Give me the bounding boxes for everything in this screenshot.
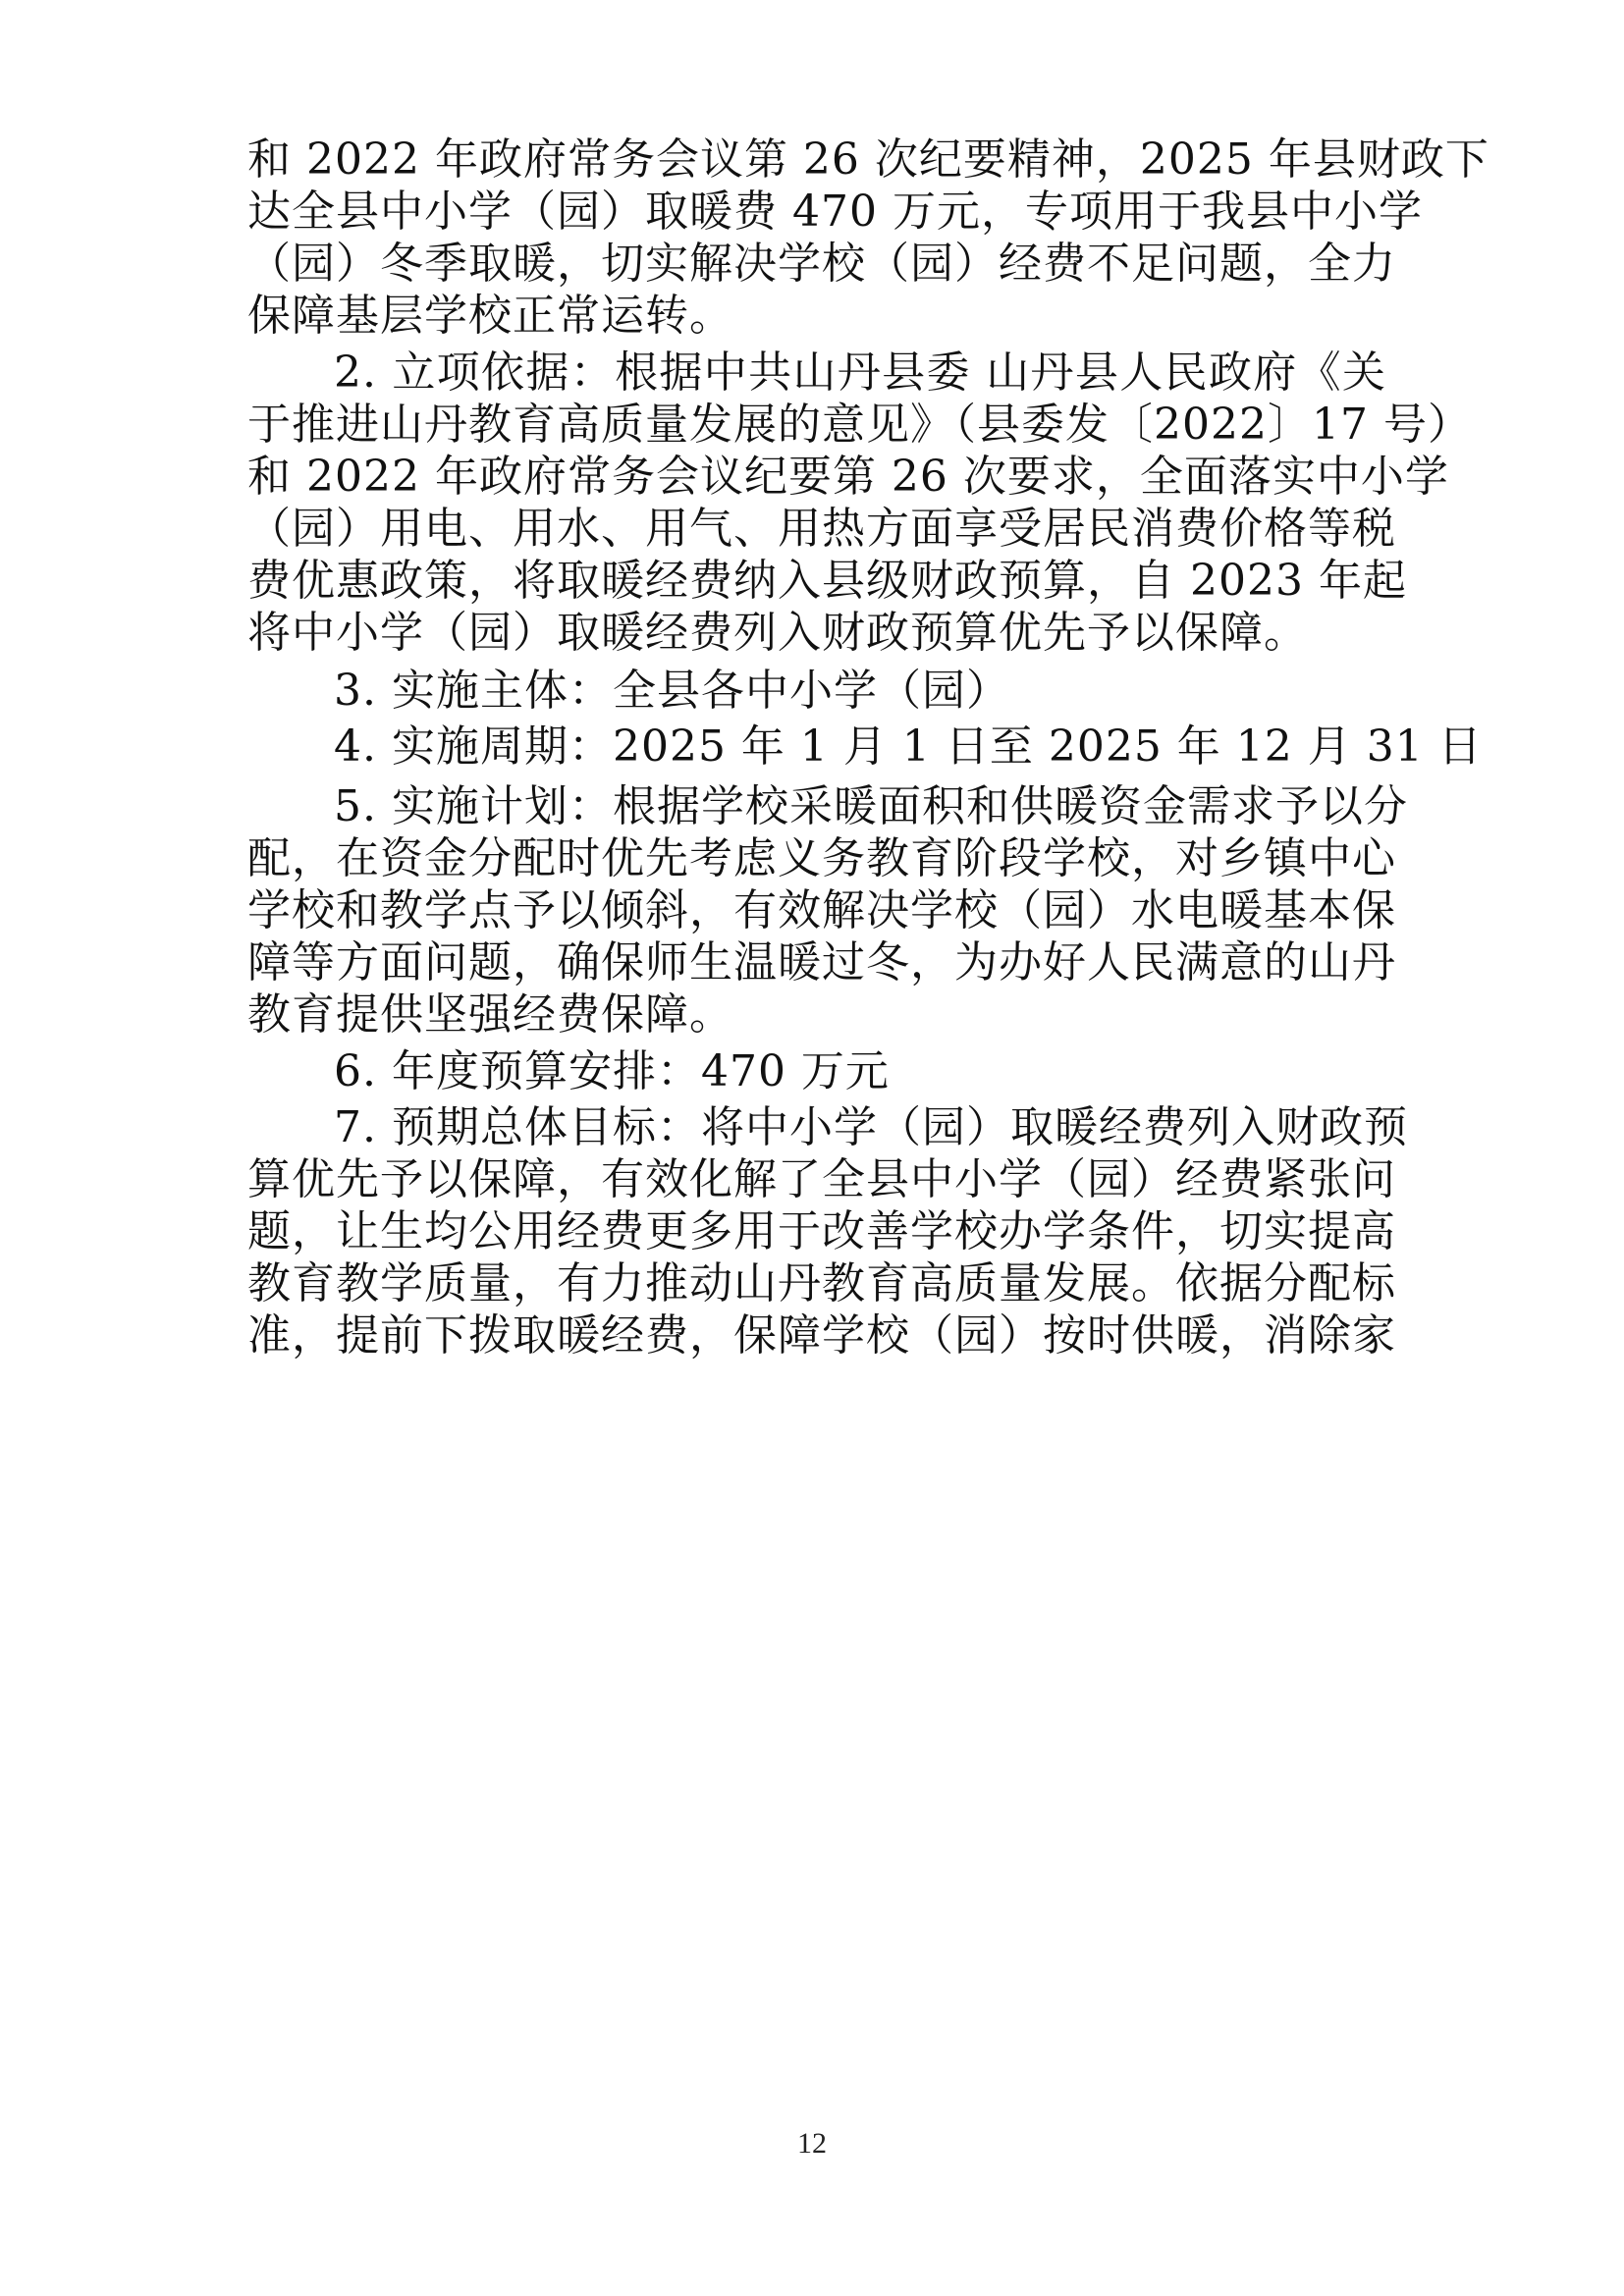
- body-text-line: 学校和教学点予以倾斜，有效解决学校（园）水电暖基本保: [247, 885, 1396, 935]
- body-text-line: （园）用电、用水、用气、用热方面享受居民消费价格等税: [247, 504, 1396, 554]
- item-4-period-line: 4. 实施周期：2025 年 1 月 1 日至 2025 年 12 月 31 日: [334, 721, 1483, 772]
- body-text-line: 于推进山丹教育高质量发展的意见》（县委发〔2022〕17 号）: [247, 400, 1472, 450]
- body-text-line: 算优先予以保障，有效化解了全县中小学（园）经费紧张问: [247, 1154, 1396, 1204]
- body-text-line: 准，提前下拨取暖经费，保障学校（园）按时供暖，消除家: [247, 1310, 1396, 1361]
- body-text-line: 教育提供坚强经费保障。: [247, 989, 733, 1040]
- body-text-line: 费优惠政策，将取暖经费纳入县级财政预算，自 2023 年起: [247, 556, 1407, 606]
- body-text-line: 将中小学（园）取暖经费列入财政预算优先予以保障。: [247, 608, 1308, 658]
- body-text-line: 教育教学质量，有力推动山丹教育高质量发展。依据分配标: [247, 1258, 1396, 1308]
- body-text-line: 障等方面问题，确保师生温暖过冬，为办好人民满意的山丹: [247, 937, 1396, 988]
- item-5-plan-line: 5. 实施计划：根据学校采暖面积和供暖资金需求予以分: [334, 781, 1408, 831]
- body-text-line: （园）冬季取暖，切实解决学校（园）经费不足问题，全力: [247, 239, 1396, 289]
- page-number: 12: [797, 2127, 827, 2160]
- body-text-line: 和 2022 年政府常务会议纪要第 26 次要求，全面落实中小学: [247, 452, 1449, 502]
- body-text-line: 题，让生均公用经费更多用于改善学校办学条件，切实提高: [247, 1206, 1396, 1256]
- body-text-line: 保障基层学校正常运转。: [247, 291, 733, 341]
- item-2-heading-line: 2. 立项依据：根据中共山丹县委 山丹县人民政府《关: [334, 347, 1386, 398]
- body-text-line: 达全县中小学（园）取暖费 470 万元，专项用于我县中小学: [247, 187, 1423, 237]
- body-text-line: 配，在资金分配时优先考虑义务教育阶段学校，对乡镇中心: [247, 833, 1396, 883]
- body-text-line: 和 2022 年政府常务会议第 26 次纪要精神，2025 年县财政下: [247, 134, 1489, 185]
- item-6-budget-line: 6. 年度预算安排：470 万元: [334, 1046, 890, 1096]
- item-7-goal-line: 7. 预期总体目标：将中小学（园）取暖经费列入财政预: [334, 1102, 1408, 1152]
- item-3-implementer-line: 3. 实施主体：全县各中小学（园）: [334, 666, 1010, 716]
